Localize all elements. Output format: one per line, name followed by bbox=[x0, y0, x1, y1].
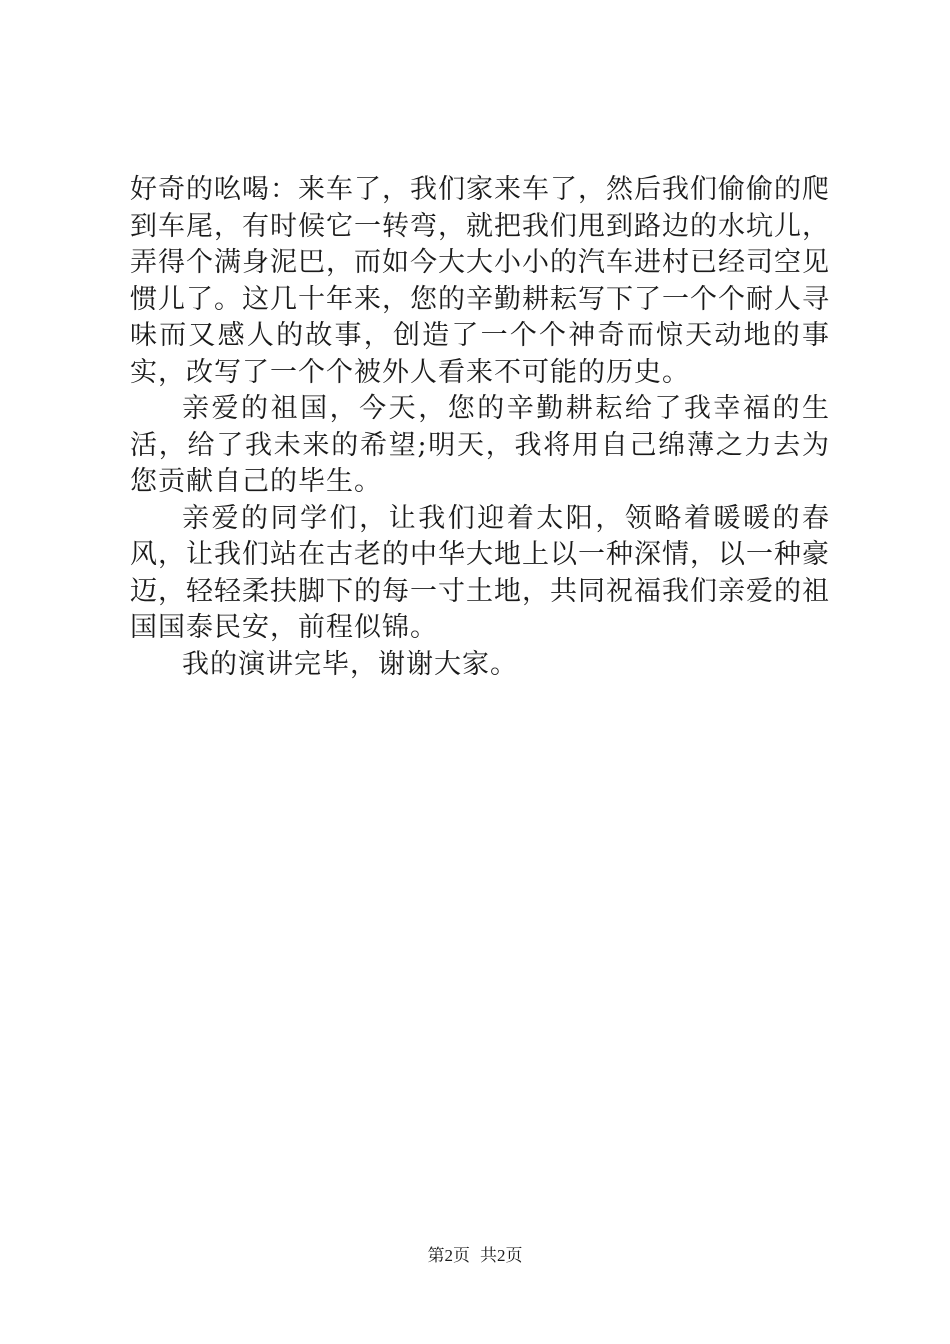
page-total: 共2页 bbox=[480, 1246, 523, 1265]
document-body bbox=[130, 172, 830, 683]
paragraph-continuation: 好奇的吆喝：来车了，我们家来车了，然后我们偷偷的爬到车尾，有时候它一转弯，就把我们甩到路边的水坑儿，弄得个满身泥巴，而如今大大小小的汽车进村已经司空见惯儿了。这几十年来，您的辛勤耕耘写下了一个个耐人寻味而又感人的故事，创造了一个个神奇而惊天动地的事实，改写了一个个被外人看来不可能的历史。 bbox=[130, 174, 830, 388]
page-number: 第2页 bbox=[427, 1246, 470, 1265]
paragraph-motherland: 亲爱的祖国，今天，您的辛勤耕耘给了我幸福的生活，给了我未来的希望;明天，我将用自己绵薄之力去为您贡献自己的毕生。 bbox=[130, 393, 830, 497]
paragraph-closing: 我的演讲完毕，谢谢大家。 bbox=[182, 648, 518, 680]
paragraph-classmates: 亲爱的同学们，让我们迎着太阳，领略着暖暖的春风，让我们站在古老的中华大地上以一种深情，以一种豪迈，轻轻柔扶脚下的每一寸土地，共同祝福我们亲爱的祖国国泰民安，前程似锦。 bbox=[130, 502, 830, 643]
page-footer bbox=[0, 1245, 950, 1267]
